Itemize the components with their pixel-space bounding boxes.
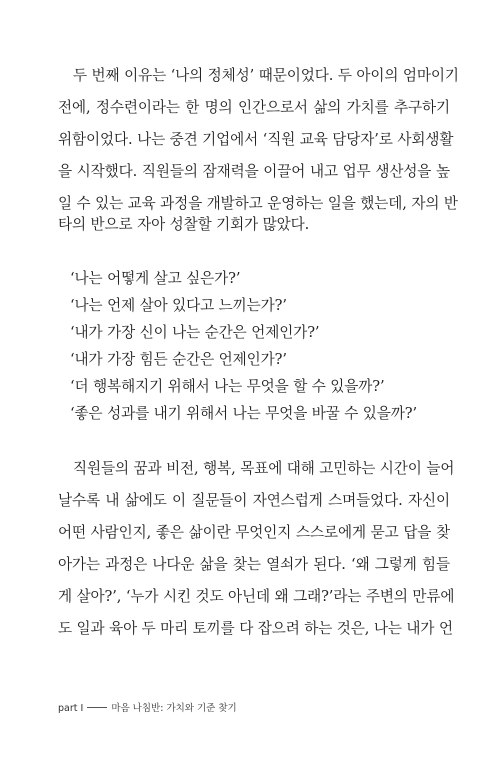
question-item: ‘내가 가장 힘든 순간은 언제인가?’ (70, 351, 287, 368)
question-item: ‘나는 어떻게 살고 싶은가?’ (70, 270, 241, 287)
paragraph-line: 전에, 정수련이라는 한 명의 인간으로서 삶의 가치를 추구하기 (58, 99, 450, 116)
question-item: ‘나는 언제 살아 있다고 느끼는가?’ (70, 297, 287, 314)
question-item: ‘더 행복해지기 위해서 나는 무엇을 할 수 있을까?’ (70, 378, 385, 395)
paragraph-line: 날수록 내 삶에도 이 질문들이 자연스럽게 스며들었다. 자신이 (58, 492, 450, 509)
paragraph-line: 어떤 사람인지, 좋은 삶이란 무엇인지 스스로에게 묻고 답을 찾 (58, 524, 450, 541)
paragraph-line: 위함이었다. 나는 중견 기업에서 ‘직원 교육 담당자’로 사회생활 (58, 131, 454, 148)
footer-dash (87, 707, 107, 708)
paragraph-line: 일 수 있는 교육 과정을 개발하고 운영하는 일을 했는데, 자의 반 (58, 195, 458, 212)
paragraph-line: 타의 반으로 자아 성찰할 기회가 많았다. (58, 216, 310, 233)
paragraph-line: 두 번째 이유는 ‘나의 정체성’ 때문이었다. 두 아이의 엄마이기 (73, 67, 459, 84)
footer-part-label: part I (58, 703, 84, 714)
paragraph-line: 직원들의 꿈과 비전, 행복, 목표에 대해 고민하는 시간이 늘어 (73, 460, 455, 477)
footer-chapter-title: 마음 나침반: 가치와 기준 찾기 (111, 703, 237, 714)
question-item: ‘내가 가장 신이 나는 순간은 언제인가?’ (70, 324, 320, 341)
paragraph-line: 아가는 과정은 나다운 삶을 찾는 열쇠가 된다. ‘왜 그렇게 힘들 (58, 556, 450, 573)
paragraph-line: 게 살아?’, ‘누가 시킨 것도 아닌데 왜 그래?’라는 주변의 만류에 (58, 588, 455, 605)
question-item: ‘좋은 성과를 내기 위해서 나는 무엇을 바꿀 수 있을까?’ (70, 405, 418, 422)
paragraph-line: 을 시작했다. 직원들의 잠재력을 이끌어 내고 업무 생산성을 높 (58, 163, 450, 180)
paragraph-line: 도 일과 육아 두 마리 토끼를 다 잡으려 하는 것은, 나는 내가 언 (58, 620, 453, 637)
page-footer (58, 703, 237, 715)
